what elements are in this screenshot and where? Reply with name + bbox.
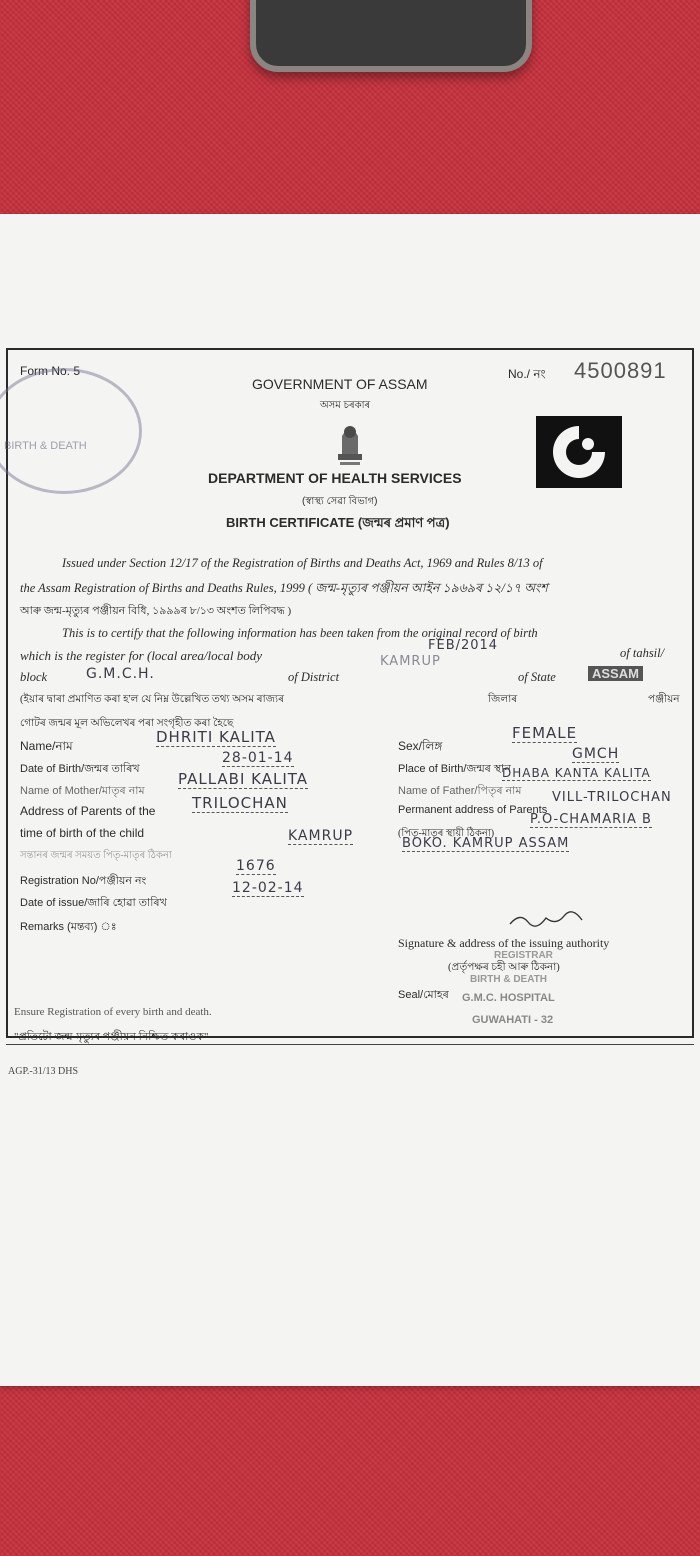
- dob-value: 28-01-14: [222, 750, 294, 766]
- footer-english: Ensure Registration of every birth and death.: [14, 1006, 212, 1018]
- bn-statement-line-2: গোটৰ জন্মৰ মূল অভিলেখৰ পৰা সংগৃহীত কৰা হৈছে: [20, 718, 234, 729]
- address-label-2: time of birth of the child: [20, 826, 145, 840]
- address-value-1: TRILOCHAN: [192, 794, 288, 812]
- district-watermark: KAMRUP: [380, 654, 441, 669]
- certify-line-1: This is to certify that the following information has been taken from the original record of birth: [62, 626, 538, 640]
- father-label: Name of Father/পিতৃৰ নাম: [398, 785, 522, 797]
- issued-line-1: Issued under Section 12/17 of the Registration of Births and Deaths Act, 1969 and Rules 8/13 of: [62, 556, 543, 570]
- bn-statement-reg: পঞ্জীয়ন: [648, 694, 680, 705]
- signature-mark-icon: [506, 908, 586, 930]
- seal-label: Seal/মোহৰ: [398, 989, 449, 1001]
- address-label-1: Address of Parents of the: [20, 804, 156, 818]
- perm-address-value-2: P.O-CHAMARIA B: [530, 812, 652, 827]
- reg-no-label: Registration No/পঞ্জীয়ন নং: [20, 875, 147, 887]
- certify-line-2: which is the register for (local area/local body: [20, 648, 263, 663]
- name-label: Name/নাম: [20, 739, 73, 753]
- health-dept-logo-icon: [536, 416, 622, 488]
- sex-label: Sex/লিঙ্গ: [398, 739, 443, 753]
- sex-value: FEMALE: [512, 724, 578, 742]
- remarks-label: Remarks (মন্তব্য) ঃ: [20, 921, 117, 933]
- government-title-bn: অসম চৰকাৰ: [320, 400, 371, 411]
- perm-address-label-bn: (পিতৃ-মাতৃৰ স্থায়ী ঠিকনা): [398, 828, 495, 839]
- pob-label: Place of Birth/জন্মৰ স্থান: [398, 763, 511, 775]
- phone-object: [250, 0, 532, 72]
- certificate-title: BIRTH CERTIFICATE (জন্মৰ প্ৰমাণ পত্ৰ): [226, 515, 450, 530]
- tahsil-label: of tahsil/: [620, 646, 665, 660]
- name-value: DHRITI KALITA: [156, 728, 276, 746]
- department-title: DEPARTMENT OF HEALTH SERVICES: [208, 470, 462, 486]
- block-value: G.M.C.H.: [86, 666, 155, 682]
- issue-date-value: 12-02-14: [232, 880, 304, 896]
- dob-label: Date of Birth/জন্মৰ তাৰিখ: [20, 763, 140, 775]
- serial-number: 4500891: [574, 358, 667, 383]
- footer-bengali: "প্ৰতিটো জন্ম-মৃত্যুৰ পঞ্জীয়ন নিশ্চিত কৰাওক": [14, 1031, 209, 1043]
- address-label-bn: সন্তানৰ জন্মৰ সময়ত পিতৃ-মাতৃৰ ঠিকনা: [20, 850, 172, 861]
- signature-label-bn: (প্ৰৰ্তৃপক্ষৰ চহী আৰু ঠিকনা): [448, 962, 560, 973]
- mother-value: PALLABI KALITA: [178, 770, 309, 788]
- state-label: of State: [518, 670, 556, 684]
- seal-text-4: GUWAHATI - 32: [472, 1014, 554, 1026]
- seal-text-1: REGISTRAR: [494, 950, 553, 961]
- stamp-text: BIRTH & DEATH: [4, 440, 87, 452]
- block-label: block: [20, 670, 48, 684]
- state-value: ASSAM: [588, 666, 643, 681]
- perm-address-value-1: VILL-TRILOCHAN: [552, 790, 672, 805]
- address-value-2: KAMRUP: [288, 828, 354, 844]
- department-title-bn: (স্বাস্থ্য সেৱা বিভাগ): [302, 496, 378, 507]
- pob-value: GMCH: [572, 746, 620, 762]
- father-value: DHABA KANTA KALITA: [502, 766, 651, 780]
- district-label: of District: [288, 670, 340, 684]
- perm-address-value-3: BOKO. KAMRUP ASSAM: [402, 836, 570, 851]
- bn-statement-district: জিলাৰ: [488, 694, 518, 705]
- serial-label: No./ নং: [508, 367, 546, 381]
- government-title: GOVERNMENT OF ASSAM: [252, 376, 428, 392]
- mother-label: Name of Mother/মাতৃৰ নাম: [20, 785, 145, 797]
- agp-code: AGP.-31/13 DHS: [8, 1066, 79, 1077]
- national-emblem-icon: [330, 416, 370, 472]
- seal-text-3: G.M.C. HOSPITAL: [462, 992, 555, 1004]
- signature-label: Signature & address of the issuing authority: [398, 936, 610, 950]
- reg-no-value: 1676: [236, 858, 276, 874]
- bn-statement-line-1: (ইয়াৰ দ্বাৰা প্ৰমাণিত কৰা হ'ল যে নিম্ন উল্লেখিত তথ্য অসম ৰাজ্যৰ: [20, 694, 284, 705]
- issued-line-2: the Assam Registration of Births and Deaths Rules, 1999 ( জন্ম-মৃত্যুৰ পঞ্জীয়ন আইন ১৯৬৯ৰ ১২/১৭ অংশ: [20, 581, 548, 595]
- issue-date-label: Date of issue/জাৰি হোৱা তাৰিখ: [20, 897, 167, 909]
- seal-text-2: BIRTH & DEATH: [470, 974, 548, 985]
- form-number: Form No. 5: [20, 364, 81, 378]
- perm-address-label: Permanent address of Parents: [398, 804, 548, 816]
- registration-period: FEB/2014: [428, 638, 499, 653]
- issued-line-3: আৰু জন্ম-মৃত্যুৰ পঞ্জীয়ন বিধি, ১৯৯৯ৰ ৮/১৩ অংশত লিপিবদ্ধ ): [20, 605, 292, 617]
